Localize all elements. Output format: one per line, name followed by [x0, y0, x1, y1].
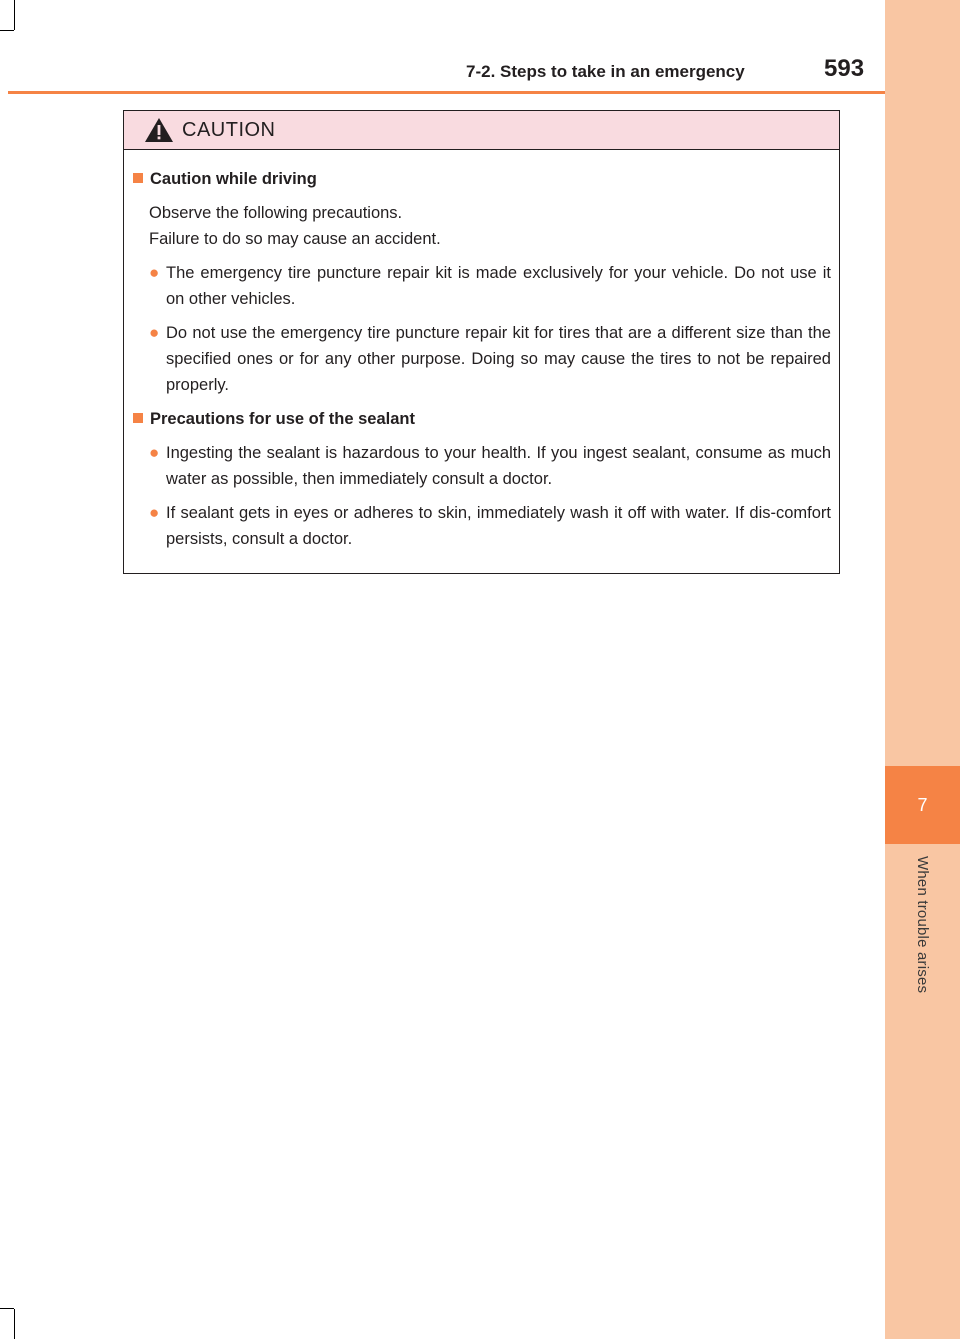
crop-mark [0, 30, 14, 31]
circle-bullet-icon: ● [149, 503, 160, 522]
circle-bullet-icon: ● [149, 263, 160, 282]
section-heading [129, 166, 831, 192]
square-bullet-icon [133, 413, 143, 423]
caution-title: CAUTION [182, 118, 276, 141]
bullet-text: If sealant gets in eyes or adheres to skin, immediately wash it off with water. If dis-comfort persists, consult a doctor. [166, 504, 831, 548]
chapter-number: 7 [917, 794, 928, 815]
circle-bullet-icon: ● [149, 443, 160, 462]
chapter-side-tab [885, 0, 960, 1339]
section-heading-text: Caution while driving [150, 170, 317, 188]
bullet-text: Ingesting the sealant is hazardous to your health. If you ingest sealant, consume as much water as possible, then immediately consult a doctor. [166, 444, 831, 488]
paragraph-line: Failure to do so may cause an accident. [149, 230, 441, 248]
chapter-title: When trouble arises [913, 856, 931, 994]
warning-triangle-icon [144, 117, 174, 143]
square-bullet-icon [133, 173, 143, 183]
circle-bullet-icon: ● [149, 323, 160, 342]
crop-mark [14, 0, 15, 30]
crop-mark [14, 1309, 15, 1339]
bullet-item [149, 320, 831, 398]
bullet-item [149, 500, 831, 552]
section-heading [129, 406, 831, 432]
caution-header [124, 111, 839, 150]
chapter-title-tab [885, 856, 960, 1026]
section-title: 7-2. Steps to take in an emergency [466, 62, 745, 81]
bullet-item [149, 440, 831, 492]
bullet-text: The emergency tire puncture repair kit is made exclusively for your vehicle. Do not use it on other vehicles. [166, 264, 831, 308]
chapter-number-tab[interactable] [885, 766, 960, 844]
page-number: 593 [824, 55, 865, 82]
header-rule [8, 91, 885, 94]
caution-box [123, 110, 840, 574]
bullet-text: Do not use the emergency tire puncture repair kit for tires that are a different size than the specified ones or for any other purpose. Doing so may cause the tires to not be repaired properly. [166, 324, 831, 394]
paragraph-line: Observe the following precautions. [149, 204, 403, 222]
section-heading-text: Precautions for use of the sealant [150, 410, 415, 428]
caution-body [124, 150, 839, 552]
crop-mark [0, 1308, 14, 1309]
bullet-item [149, 260, 831, 312]
